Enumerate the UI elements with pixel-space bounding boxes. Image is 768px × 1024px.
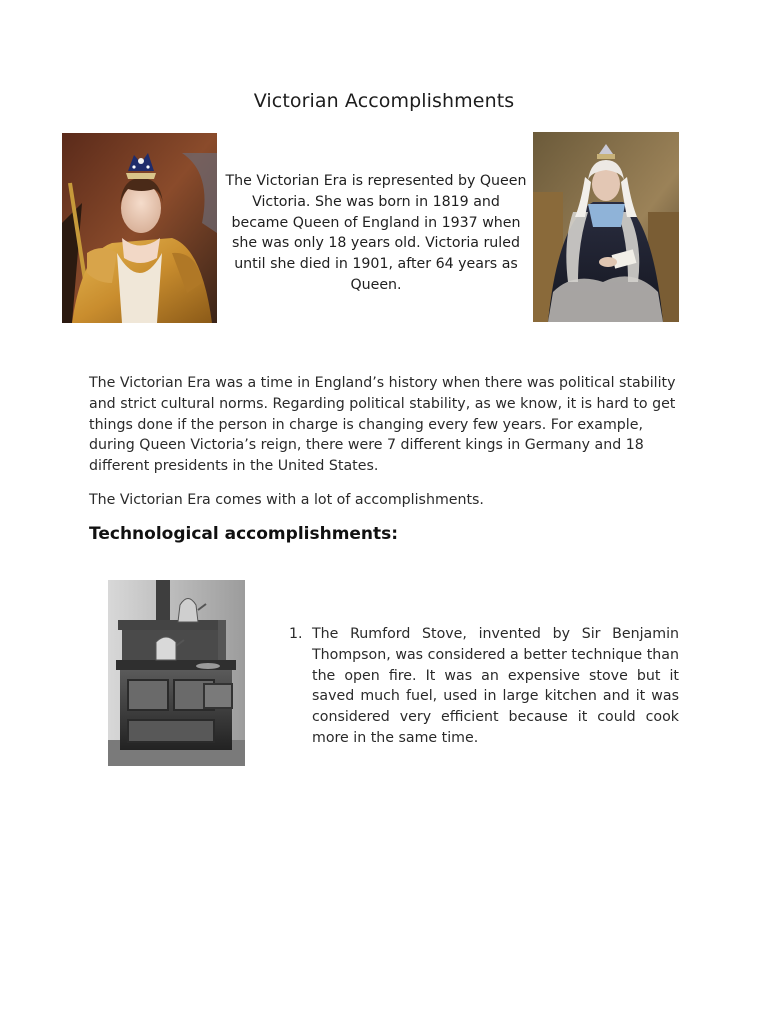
elderly-victoria-portrait	[533, 132, 679, 322]
list-item-number: 1.	[289, 626, 303, 642]
section-heading: Technological accomplishments:	[89, 524, 399, 544]
era-description-paragraph: The Victorian Era was a time in England’s history when there was political stability and strict cultural norms. Regarding political stability, as we know, it is hard to get things done if the person in charge is changing every few years. For example, during Queen Victoria’s reign, there were 7 different kings in Germany and 18 different presidents in the United States.	[89, 375, 676, 475]
list-item-text: The Rumford Stove, invented by Sir Benjamin Thompson, was considered a better technique than the open fire. It was an expensive stove but it saved much fuel, used in large kitchen and it was considered very efficient because it could cook more in the same time.	[312, 626, 679, 746]
young-victoria-portrait	[62, 133, 217, 323]
intro-paragraph: The Victorian Era is represented by Queen Victoria. She was born in 1819 and became Queen of England in 1937 when she was only 18 years old. Victoria ruled until she died in 1901, after 64 years as Queen.	[225, 173, 527, 293]
accomplishments-intro-paragraph: The Victorian Era comes with a lot of accomplishments.	[89, 492, 484, 508]
page-title: Victorian Accomplishments	[253, 90, 515, 112]
rumford-stove-photo	[108, 580, 245, 766]
